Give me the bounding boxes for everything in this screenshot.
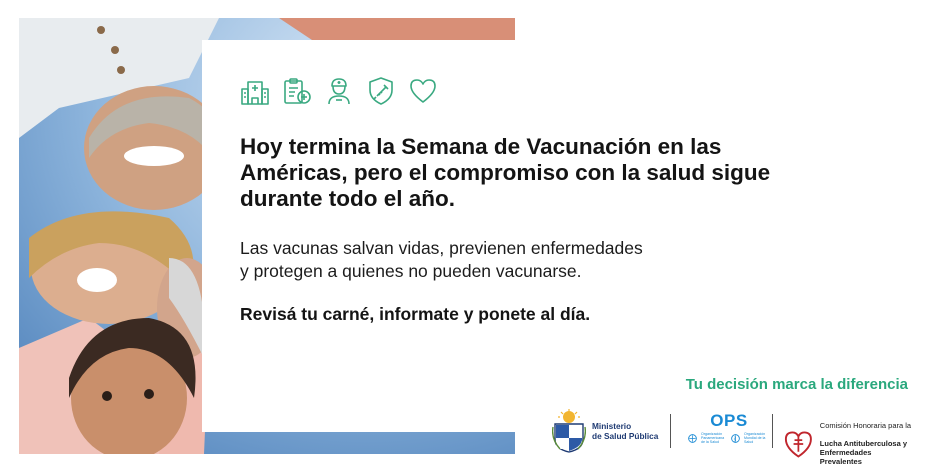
message-card bbox=[202, 40, 770, 432]
vaccine-shield-icon bbox=[366, 76, 396, 106]
body-text: Las vacunas salvan vidas, previenen enfermedades y protegen a quienes no pueden vacunarse. bbox=[240, 238, 643, 281]
heart-icon bbox=[408, 76, 438, 106]
chlaep-logo bbox=[783, 412, 912, 475]
icon-row bbox=[240, 76, 438, 106]
logo-bar bbox=[552, 408, 912, 466]
hospital-icon bbox=[240, 76, 270, 106]
tagline: Tu decisión marca la diferencia bbox=[685, 376, 908, 393]
paho-emblem-icon bbox=[688, 434, 697, 443]
ops-wordmark: OPS bbox=[710, 411, 748, 430]
chlaep-name-line1: Comisión Honoraria para la bbox=[819, 421, 912, 430]
ministry-logo bbox=[552, 408, 658, 454]
logo-separator bbox=[772, 414, 773, 448]
medical-clipboard-icon bbox=[282, 76, 312, 106]
who-emblem-icon bbox=[731, 434, 740, 443]
ops-paho-name: Organización Panamericana de la Salud bbox=[701, 432, 725, 444]
logo-separator bbox=[670, 414, 671, 448]
lorraine-cross-heart-icon bbox=[783, 428, 814, 460]
uruguay-coat-of-arms-icon bbox=[552, 409, 586, 453]
headline: Hoy termina la Semana de Vacunación en las Américas, pero el compromiso con la salud sigue durante todo el año. bbox=[240, 134, 771, 211]
call-to-action: Revisá tu carné, informate y ponete al día. bbox=[240, 304, 591, 324]
ops-who-name: Organización Mundial de la Salud bbox=[744, 432, 766, 444]
ministry-name: Ministerio de Salud Pública bbox=[592, 421, 659, 441]
nurse-icon bbox=[324, 76, 354, 106]
chlaep-name-line2: Lucha Antituberculosa y Enfermedades Prevalentes bbox=[819, 439, 908, 466]
ops-logo bbox=[683, 412, 775, 444]
